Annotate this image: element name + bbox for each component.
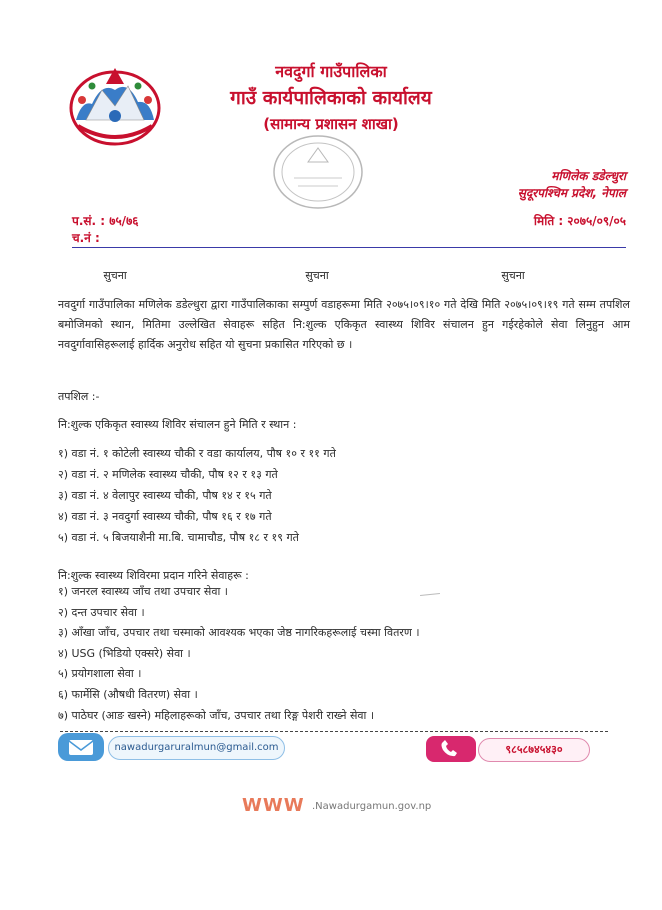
email-address: nawadurgaruralmun@gmail.com xyxy=(108,736,285,760)
dispatch-number: च.नं : xyxy=(72,231,100,245)
notice-body: नवदुर्गा गाउँपालिका मणिलेक डडेल्धुरा द्वारा गाउँपालिकाका सम्पुर्ण वडाहरूमा मिति २०७५।०९।१० गते देखि मिति २०७५।०९।१९ गते सम्म तपशिल बमोजिमको स्थान, मितिमा उल्लेखित सेवाहरू सहित नि:शुल्क एकिकृत स्वास्थ्य शिविर संचालन हुन गईरहेकोले सेवा लिनुहुन आम नवदुर्गावासिहरूलाई हार्दिक अनुरोध सहित यो सुचना प्रकासित गरिएको छ । xyxy=(58,298,630,351)
letter-date: मिति : २०७५/०९/०५ xyxy=(533,214,626,228)
services-list xyxy=(58,582,638,726)
list-item: २) वडा नं. २ मणिलेक स्वास्थ्य चौकी, पौष १२ र १३ गते xyxy=(58,468,278,481)
municipality-name: नवदुर्गा गाउँपालिका xyxy=(275,62,387,81)
notice-label: सुचना xyxy=(305,269,329,282)
services-heading: नि:शुल्क स्वास्थ्य शिविरमा प्रदान गरिने सेवाहरू : xyxy=(58,569,249,582)
website-url: .Nawadurgamun.gov.np xyxy=(312,801,432,812)
address-line-2: सुदूरपश्चिम प्रदेश, नेपाल xyxy=(517,186,626,200)
list-item: ७) पाठेघर (आङ खस्ने) महिलाहरूको जाँच, उपचार तथा रिङ्ग पेशरी राख्ने सेवा । xyxy=(58,708,375,722)
list-item: ५) प्रयोगशाला सेवा । xyxy=(58,667,142,681)
list-item: १) वडा नं. १ कोटेली स्वास्थ्य चौकी र वडा कार्यालय, पौष १० र ११ गते xyxy=(58,447,336,460)
phone-icon xyxy=(426,736,476,762)
list-item: ६) फार्मेसि (औषधी वितरण) सेवा । xyxy=(58,687,198,701)
list-item: ५) वडा नं. ५ बिजयाशैनी मा.बि. चामाचौड, पौष १८ र १९ गते xyxy=(58,531,299,544)
footer-divider xyxy=(60,731,608,732)
details-label: तपशिल :- xyxy=(58,390,100,403)
notice-label: सुचना xyxy=(103,269,127,282)
address-line-1: मणिलेक डडेल्धुरा xyxy=(551,169,626,183)
camp-schedule-heading: नि:शुल्क एकिकृत स्वास्थ्य शिविर संचालन हुने मिति र स्थान : xyxy=(58,418,297,431)
list-item: १) जनरल स्वास्थ्य जाँच तथा उपचार सेवा । xyxy=(58,585,228,598)
list-item: ३) वडा नं. ४ वेलापुर स्वास्थ्य चौकी, पौष १४ र १५ गते xyxy=(58,489,272,502)
www-logo: WWW xyxy=(242,795,305,816)
header-divider xyxy=(72,247,626,248)
office-seal-icon xyxy=(270,132,366,212)
list-item: ३) आँखा जाँच, उपचार तथा चस्माको आवश्यक भएका जेष्ठ नागरिकहरूलाई चस्मा वितरण । xyxy=(58,626,420,640)
phone-number: ९८५८७४५४३० xyxy=(478,738,590,762)
notice-label: सुचना xyxy=(501,269,525,282)
reference-number: प.सं. : ७५/७६ xyxy=(72,214,139,228)
section-name: (सामान्य प्रशासन शाखा) xyxy=(263,115,399,133)
list-item: ४) वडा नं. ३ नवदुर्गा स्वास्थ्य चौकी, पौष १६ र १७ गते xyxy=(58,510,272,523)
camp-location-list xyxy=(58,443,618,548)
office-name: गाउँ कार्यपालिकाको कार्यालय xyxy=(230,87,432,109)
list-item: ४) USG (भिडियो एक्सरे) सेवा । xyxy=(58,646,191,660)
list-item: २) दन्त उपचार सेवा । xyxy=(58,605,145,619)
nepal-emblem-icon xyxy=(62,60,168,150)
envelope-icon xyxy=(58,733,104,761)
